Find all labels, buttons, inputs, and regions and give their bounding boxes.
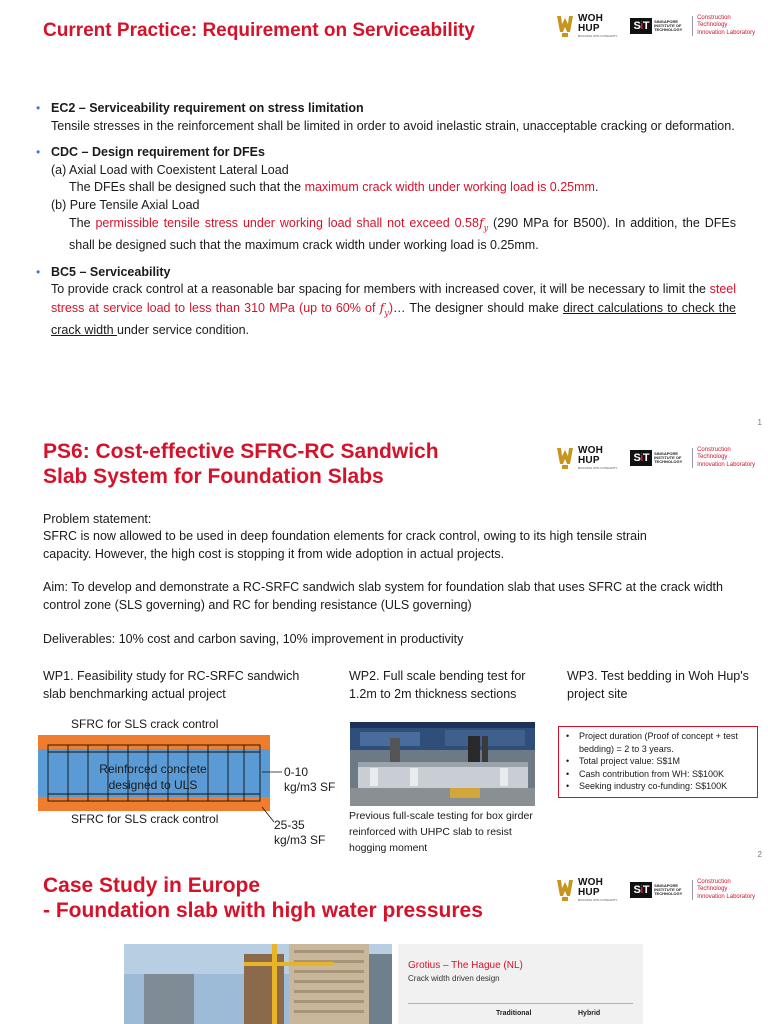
diagram-right-label: 0-10 kg/m3 SF [284, 765, 336, 794]
bullet-text: To provide crack control at a reasonable bar spacing for members with increased cover, it will be necessary to limit the steel stress at service load to less than 310 MPa (up to 60% of $f_y)\dots$ The designer should make direct calculations to check the crack width under service condition. [51, 282, 736, 337]
wp2-text: WP2. Full scale bending test for 1.2m to 2m thickness sections [349, 669, 526, 701]
woh-hup-tagline: BUILDING WITH INTEGRITY [578, 466, 618, 470]
lab-name: Construction Technology Innovation Laboratory [697, 446, 756, 468]
lab-test-photo [350, 722, 535, 806]
sit-logo-icon: SiT [630, 18, 652, 34]
sub-item-label: (b) Pure Tensile Axial Load [51, 197, 200, 212]
woh-hup-name: WOH HUP [578, 445, 604, 466]
logo-group [556, 876, 761, 904]
sit-name: SINGAPORE INSTITUTE OF TECHNOLOGY [654, 882, 683, 897]
slide-body [36, 100, 736, 348]
case-study-card [398, 944, 643, 1024]
diagram-core-label: Reinforced concrete designed to ULS [99, 762, 207, 792]
woh-hup-name: WOH HUP [578, 877, 604, 898]
sit-name: SINGAPORE INSTITUTE OF TECHNOLOGY [654, 18, 683, 33]
bullet-cdc [36, 144, 736, 255]
sub-item-label: (a) Axial Load with Coexistent Lateral Load [51, 162, 289, 177]
sandwich-slab-diagram [38, 735, 270, 811]
case-study-subtitle: Crack width driven design [408, 974, 500, 983]
slide-2 [0, 432, 768, 864]
deliverables-text: Deliverables: 10% cost and carbon saving, 10% improvement in productivity [43, 632, 464, 646]
problem-text: SFRC is now allowed to be used in deep foundation elements for crack control, owing to its high tensile strain capacity. However, the high cost is stopping it from wide adoption in actual projects. [43, 529, 647, 561]
bullet-bc5 [36, 264, 736, 340]
logo-group [556, 12, 761, 40]
logo-group [556, 444, 761, 472]
sit-logo-icon: SiT [630, 882, 652, 898]
wp1-text: WP1. Feasibility study for RC-SRFC sandwich slab benchmarking actual project [43, 669, 300, 701]
diagram-top-label: SFRC for SLS crack control [71, 717, 219, 731]
info-item: • Seeking industry co-funding: S$100K [565, 780, 751, 793]
info-item: • Cash contribution from WH: S$100K [565, 768, 751, 781]
slide-3 [0, 864, 768, 1024]
sub-item-text: The permissible tensile stress under working load shall not exceed $0.58f_y$ (290 MPa for B500). In addition, the DFEs shall be designed such that the maximum crack width under working load is 0.25mm. [69, 215, 737, 252]
sit-logo-icon: SiT [630, 450, 652, 466]
case-study-title: Grotius – The Hague (NL) [408, 960, 523, 971]
logo-divider [692, 448, 693, 468]
slide-title: PS6: Cost-effective SFRC-RC Sandwich Slab System for Foundation Slabs [43, 440, 439, 488]
bullet-heading: • BC5 – Serviceability [51, 264, 171, 279]
logo-divider [692, 16, 693, 36]
bullet-heading: • EC2 – Serviceability requirement on stress limitation [51, 101, 364, 115]
diagram-bottom-label: SFRC for SLS crack control [71, 812, 219, 826]
woh-hup-tagline: BUILDING WITH INTEGRITY [578, 898, 618, 902]
photo-caption: Previous full-scale testing for box girder reinforced with UHPC slab to resist hogging moment [349, 810, 533, 854]
sub-item-text: The DFEs shall be designed such that the maximum crack width under working load is 0.25mm. [69, 180, 599, 194]
aim-text: Aim: To develop and demonstrate a RC-SRFC sandwich slab system for foundation slab that uses SFRC at the crack width control zone (SLS governing) and RC for bending resistance (ULS governing) [43, 580, 723, 612]
woh-hup-tagline: BUILDING WITH INTEGRITY [578, 34, 618, 38]
project-info-box [558, 726, 758, 798]
sit-name: SINGAPORE INSTITUTE OF TECHNOLOGY [654, 450, 683, 465]
wp3-text: WP3. Test bedding in Woh Hup's project site [567, 669, 749, 701]
problem-label: Problem statement: [43, 512, 152, 526]
column-header-traditional: Traditional [496, 1010, 532, 1017]
slide-title: Current Practice: Requirement on Serviceability [43, 20, 475, 41]
lab-name: Construction Technology Innovation Laboratory [697, 878, 756, 900]
page-number: 1 [757, 418, 762, 427]
bullet-text: Tensile stresses in the reinforcement shall be limited in order to avoid inelastic strain, unacceptable cracking or deformation. [51, 118, 735, 133]
woh-hup-logo-icon [556, 14, 574, 38]
diagram-bottom-right-label: 25-35 kg/m3 SF [274, 818, 326, 847]
page-number: 2 [757, 850, 762, 859]
bullet-ec2 [36, 100, 736, 135]
case-study-divider [408, 1003, 633, 1004]
slide-title: Case Study in Europe - Foundation slab with high water pressures [43, 874, 483, 922]
construction-site-photo [124, 944, 392, 1024]
info-item: • Total project value: S$1M [565, 755, 751, 768]
lab-name: Construction Technology Innovation Laboratory [697, 14, 756, 36]
slide-1 [0, 0, 768, 432]
woh-hup-name: WOH HUP [578, 13, 604, 34]
woh-hup-logo-icon [556, 878, 574, 902]
info-item: • Project duration (Proof of concept + test bedding) = 2 to 3 years. [565, 730, 751, 755]
bullet-heading: • CDC – Design requirement for DFEs [51, 145, 265, 159]
column-header-hybrid: Hybrid [578, 1010, 601, 1017]
logo-divider [692, 880, 693, 900]
woh-hup-logo-icon [556, 446, 574, 470]
